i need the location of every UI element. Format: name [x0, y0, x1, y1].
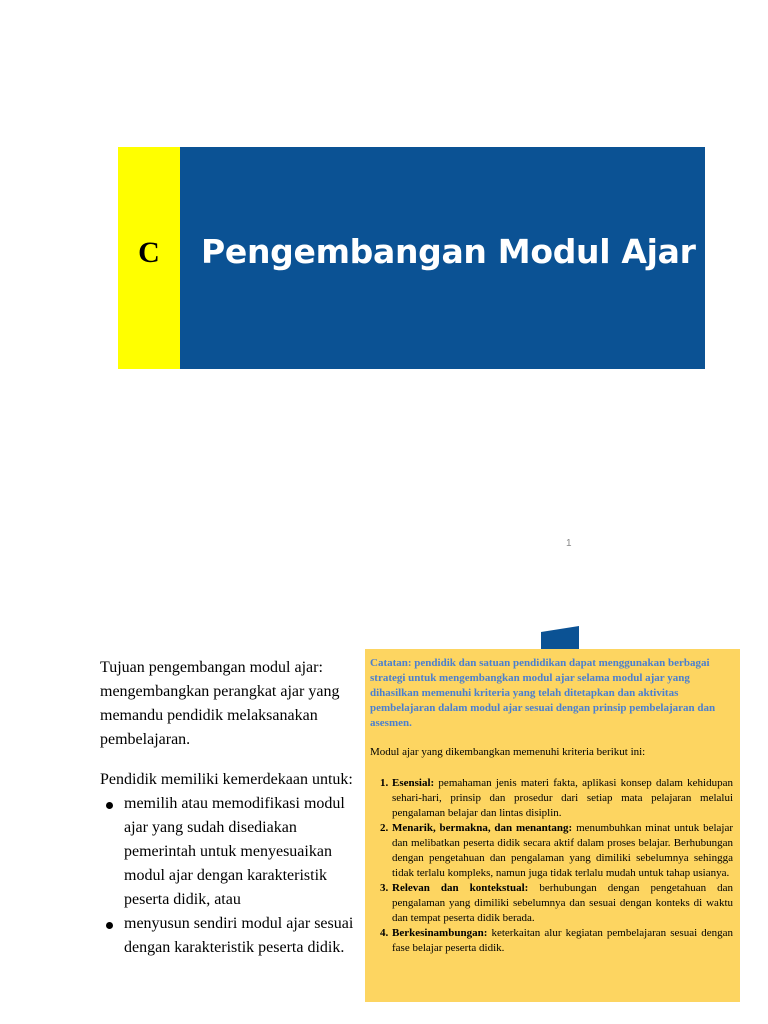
criteria-item: 4. Berkesinambungan: keterkaitan alur kegiatan pembelajaran sesuai dengan fase belajar peserta didik. [380, 927, 733, 954]
purpose-column [100, 656, 362, 960]
note-lead: Catatan: pendidik dan satuan pendidikan dapat menggunakan berbagai strategi untuk mengembangkan modul ajar selama modul ajar yang dihasilkan memenuhi kriteria yang telah ditetapkan dan aktivitas pembelajaran dalam modul ajar sesuai dengan prinsip pembelajaran dan asesmen. [370, 657, 716, 729]
list-item: memilih atau memodifikasi modul ajar yang sudah disediakan pemerintah untuk menyesuaikan modul ajar dengan karakteristik peserta didik, atau [100, 792, 362, 912]
bullet-icon [106, 802, 113, 809]
criteria-list [370, 776, 733, 956]
freedom-list [100, 792, 362, 960]
criteria-intro: Modul ajar yang dikembangkan memenuhi kriteria berikut ini: [370, 746, 646, 758]
section-letter-block [118, 147, 180, 369]
criteria-item: 3. Relevan dan kontekstual: berhubungan dengan pengetahuan dan pengalaman yang dimiliki sebelumnya dan sesuai dengan konteks di waktu dan tempat peserta didik berada. [380, 882, 733, 924]
freedom-intro: Pendidik memiliki kemerdekaan untuk: [100, 771, 353, 788]
criteria-item: 2. Menarik, bermakna, dan menantang: menumbuhkan minat untuk belajar dan melibatkan peserta didik secara aktif dalam proses belajar. Berhubungan dengan pengetahuan dan pengalaman yang dimiliki sebelumnya sehingga tidak terlalu kompleks, namun juga tidak terlalu mudah untuk tahap usianya. [380, 822, 733, 879]
section-banner [118, 147, 705, 369]
note-box [365, 649, 740, 1002]
list-item: menyusun sendiri modul ajar sesuai dengan karakteristik peserta didik. [100, 912, 362, 960]
purpose-text: Tujuan pengembangan modul ajar: mengembangkan perangkat ajar yang memandu pendidik melaksanakan pembelajaran. [100, 659, 340, 748]
criteria-item: 1. Esensial: pemahaman jenis materi fakta, aplikasi konsep dalam kehidupan sehari-hari, prinsip dan prosedur dari setiap mata pelajaran melalui pengalaman belajar dan lintas disiplin. [380, 777, 733, 819]
bullet-icon [106, 922, 113, 929]
section-title-block [180, 147, 705, 369]
section-letter: C [138, 236, 160, 269]
section-title: Pengembangan Modul Ajar [201, 231, 696, 271]
page-number: 1 [566, 538, 572, 549]
